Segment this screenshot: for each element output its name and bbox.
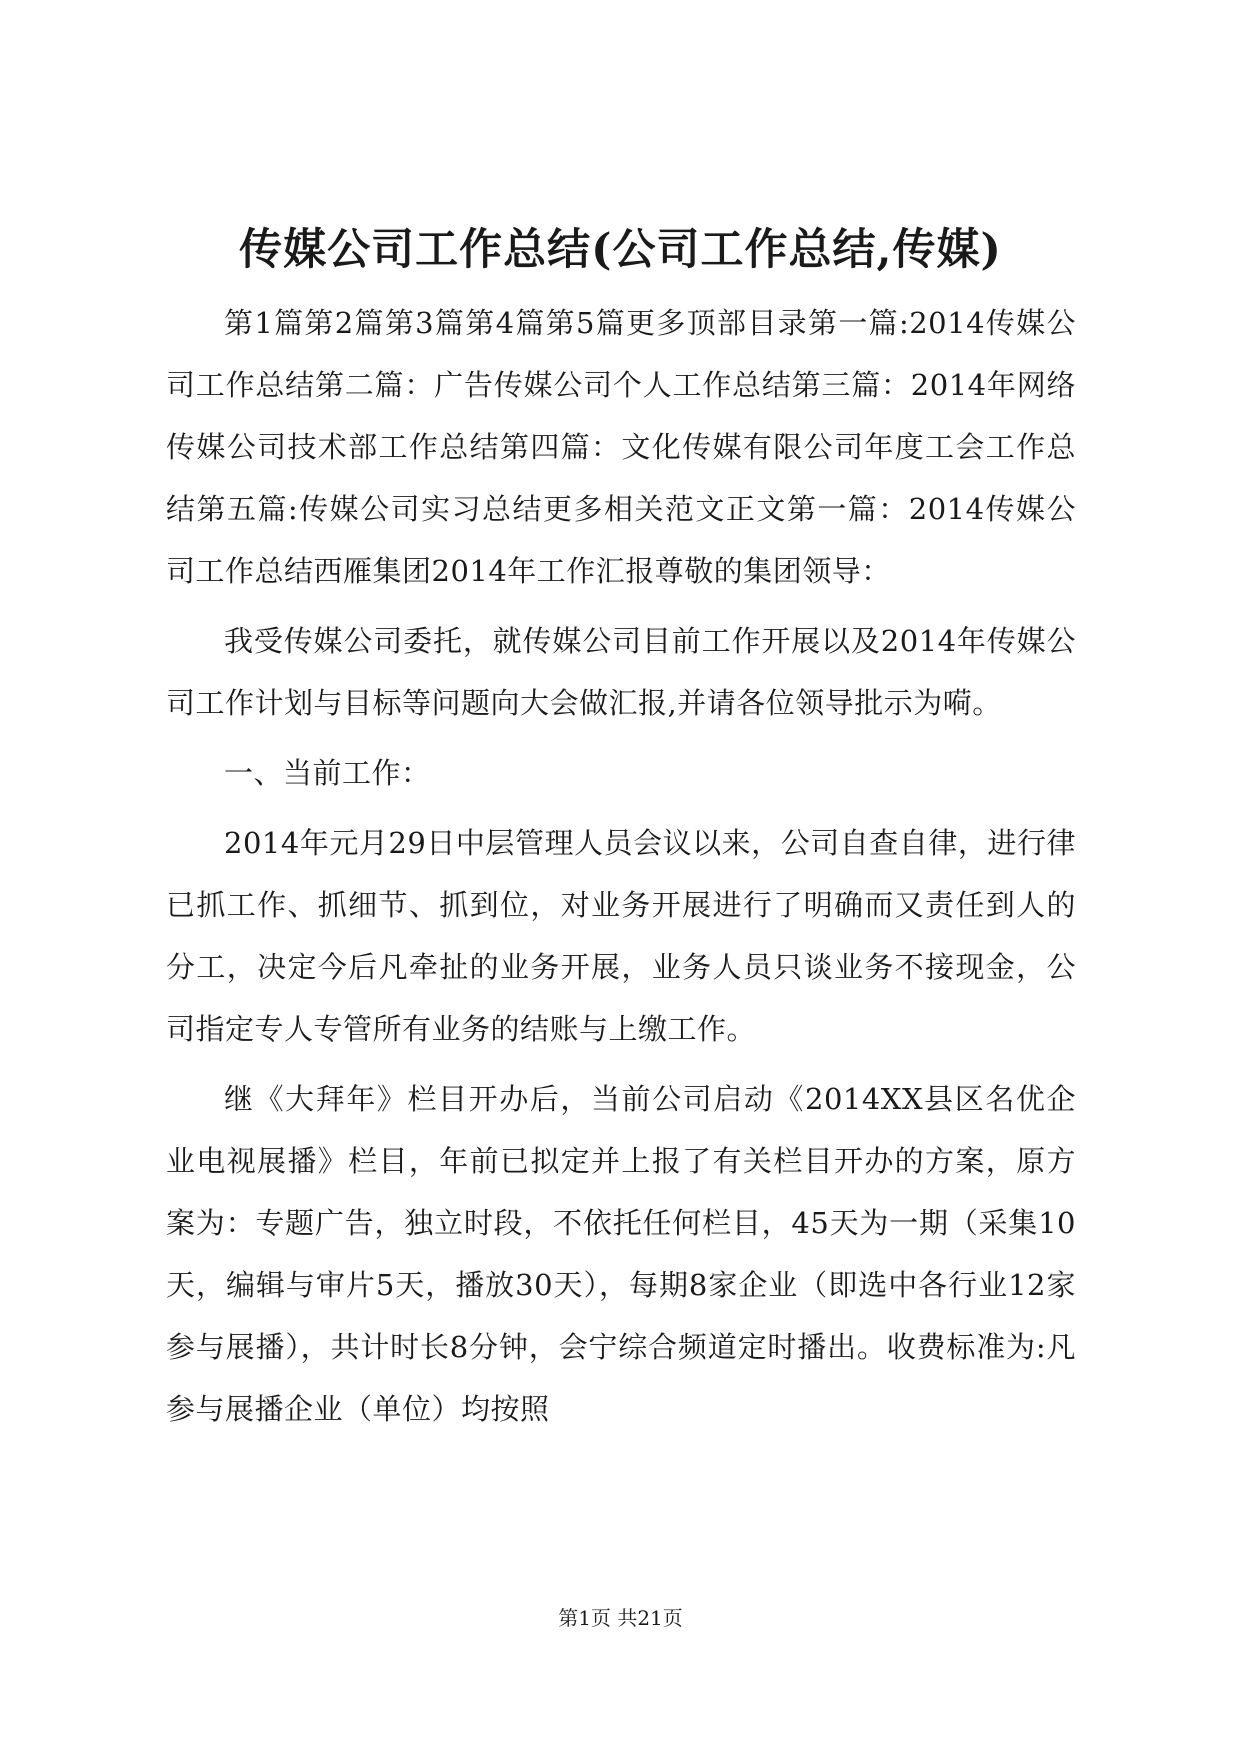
section-heading-current-work: 一、当前工作： — [224, 756, 431, 790]
page-number: 第1页 共21页 — [558, 1606, 683, 1630]
paragraph-program: 继《大拜年》栏目开办后，当前公司启动《2014XX县区名优企业电视展播》栏目，年前已拟定并上报了有关栏目开办的方案，原方案为：专题广告，独立时段，不依托任何栏目，45天为一期（采集10天，编辑与审片5天，播放30天），每期8家企业（即选中各行业12家参与展播），共计时长8分钟，会宁综合频道定时播出。收费标准为:凡参与展播企业（单位）均按照 — [166, 1082, 1076, 1426]
paragraph-toc: 第1篇第2篇第3篇第4篇第5篇更多顶部目录第一篇:2014传媒公司工作总结第二篇：广告传媒公司个人工作总结第三篇：2014年网络传媒公司技术部工作总结第四篇：文化传媒有限公司年度工会工作总结第五篇:传媒公司实习总结更多相关范文正文第一篇：2014传媒公司工作总结西雁集团2014年工作汇报尊敬的集团领导： — [166, 306, 1076, 588]
document-body — [166, 292, 1076, 1448]
paragraph-intro: 我受传媒公司委托，就传媒公司目前工作开展以及2014年传媒公司工作计划与目标等问题向大会做汇报,并请各位领导批示为嗬。 — [166, 624, 1076, 720]
paragraph-meeting: 2014年元月29日中层管理人员会议以来，公司自查自律，进行律已抓工作、抓细节、抓到位，对业务开展进行了明确而又责任到人的分工，决定今后凡牵扯的业务开展，业务人员只谈业务不接现金，公司指定专人专管所有业务的结账与上缴工作。 — [166, 826, 1076, 1046]
document-title: 传媒公司工作总结(公司工作总结,传媒) — [239, 225, 1002, 275]
